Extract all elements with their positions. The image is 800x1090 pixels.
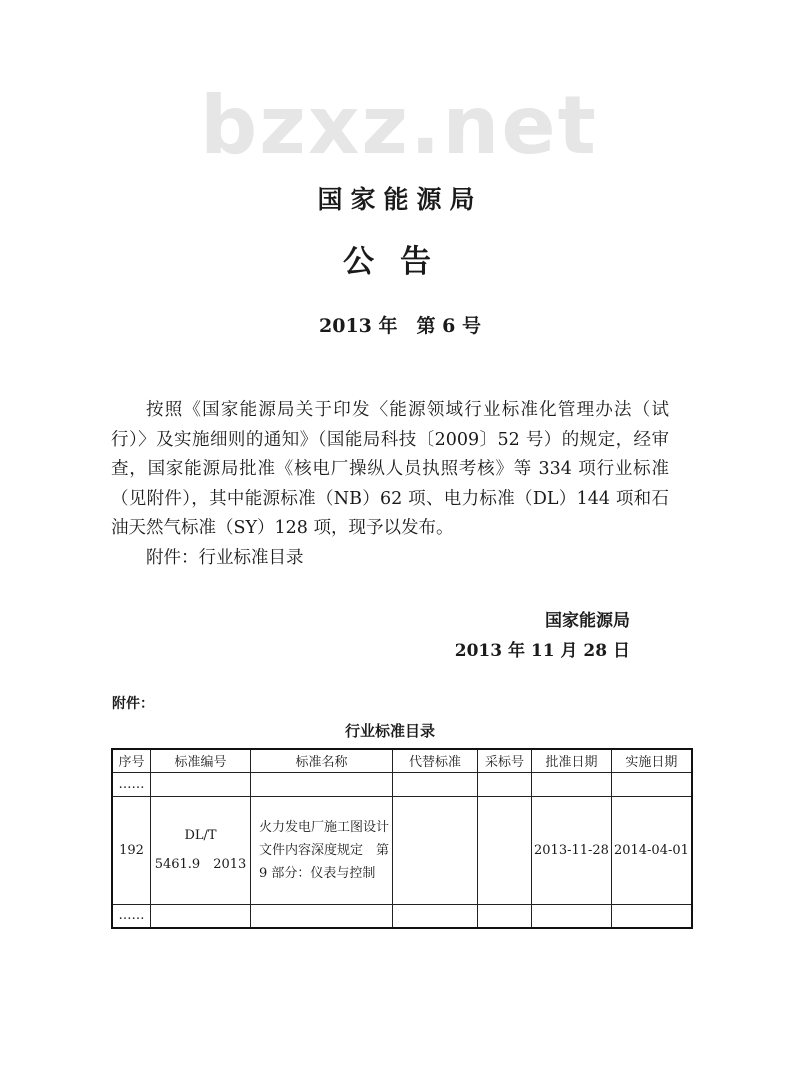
col-header: 实施日期 — [611, 749, 691, 772]
standard-code — [151, 796, 251, 904]
signature-date: 2013 年 11 月 28 日 — [454, 641, 630, 661]
table-header-row — [112, 749, 692, 772]
code-prefix: DL/T — [184, 828, 217, 843]
ellipsis-cell: …… — [112, 772, 151, 796]
watermark: bzxz.net — [200, 79, 598, 172]
row-number: 192 — [112, 796, 151, 904]
standards-table — [111, 748, 693, 929]
attachment-reference: 附件：行业标准目录 — [146, 547, 304, 568]
body-paragraph: 按照《国家能源局关于印发〈能源领域行业标准化管理办法（试行）〉及实施细则的通知》（国能局科技〔2009〕52 号）的规定，经审查，国家能源局批准《核电厂操纵人员执照考核》等 334 项行业标准（见附件），其中能源标准（NB）62 项、电力标准（DL）144 项和石油天然气标准（SY）128 项，现予以发布。 — [111, 400, 669, 538]
announcement-number: 2013 年 第 6 号 — [319, 315, 481, 337]
approval-date: 2013-11-28 — [532, 796, 612, 904]
col-header: 批准日期 — [532, 749, 612, 772]
ellipsis-cell: …… — [112, 904, 151, 928]
announcement-body — [111, 396, 669, 573]
col-header: 代替标准 — [393, 749, 478, 772]
document-type: 公告 — [343, 244, 457, 280]
table-row — [112, 904, 692, 928]
attachment-label: 附件： — [112, 696, 154, 712]
effective-date: 2014-04-01 — [611, 796, 691, 904]
code-number: 5461.9 2013 — [154, 857, 247, 872]
adopted-standard — [478, 796, 532, 904]
standard-name: 火力发电厂施工图设计文件内容深度规定 第 9 部分：仪表与控制 — [251, 796, 393, 904]
col-header: 采标号 — [478, 749, 532, 772]
table-title: 行业标准目录 — [344, 722, 435, 740]
col-header: 序号 — [112, 749, 151, 772]
replaces-standard — [393, 796, 478, 904]
col-header: 标准编号 — [151, 749, 251, 772]
table-row — [112, 772, 692, 796]
table-row — [112, 796, 692, 904]
col-header: 标准名称 — [251, 749, 393, 772]
signature-org: 国家能源局 — [545, 611, 630, 631]
issuing-organization: 国家能源局 — [317, 185, 483, 214]
